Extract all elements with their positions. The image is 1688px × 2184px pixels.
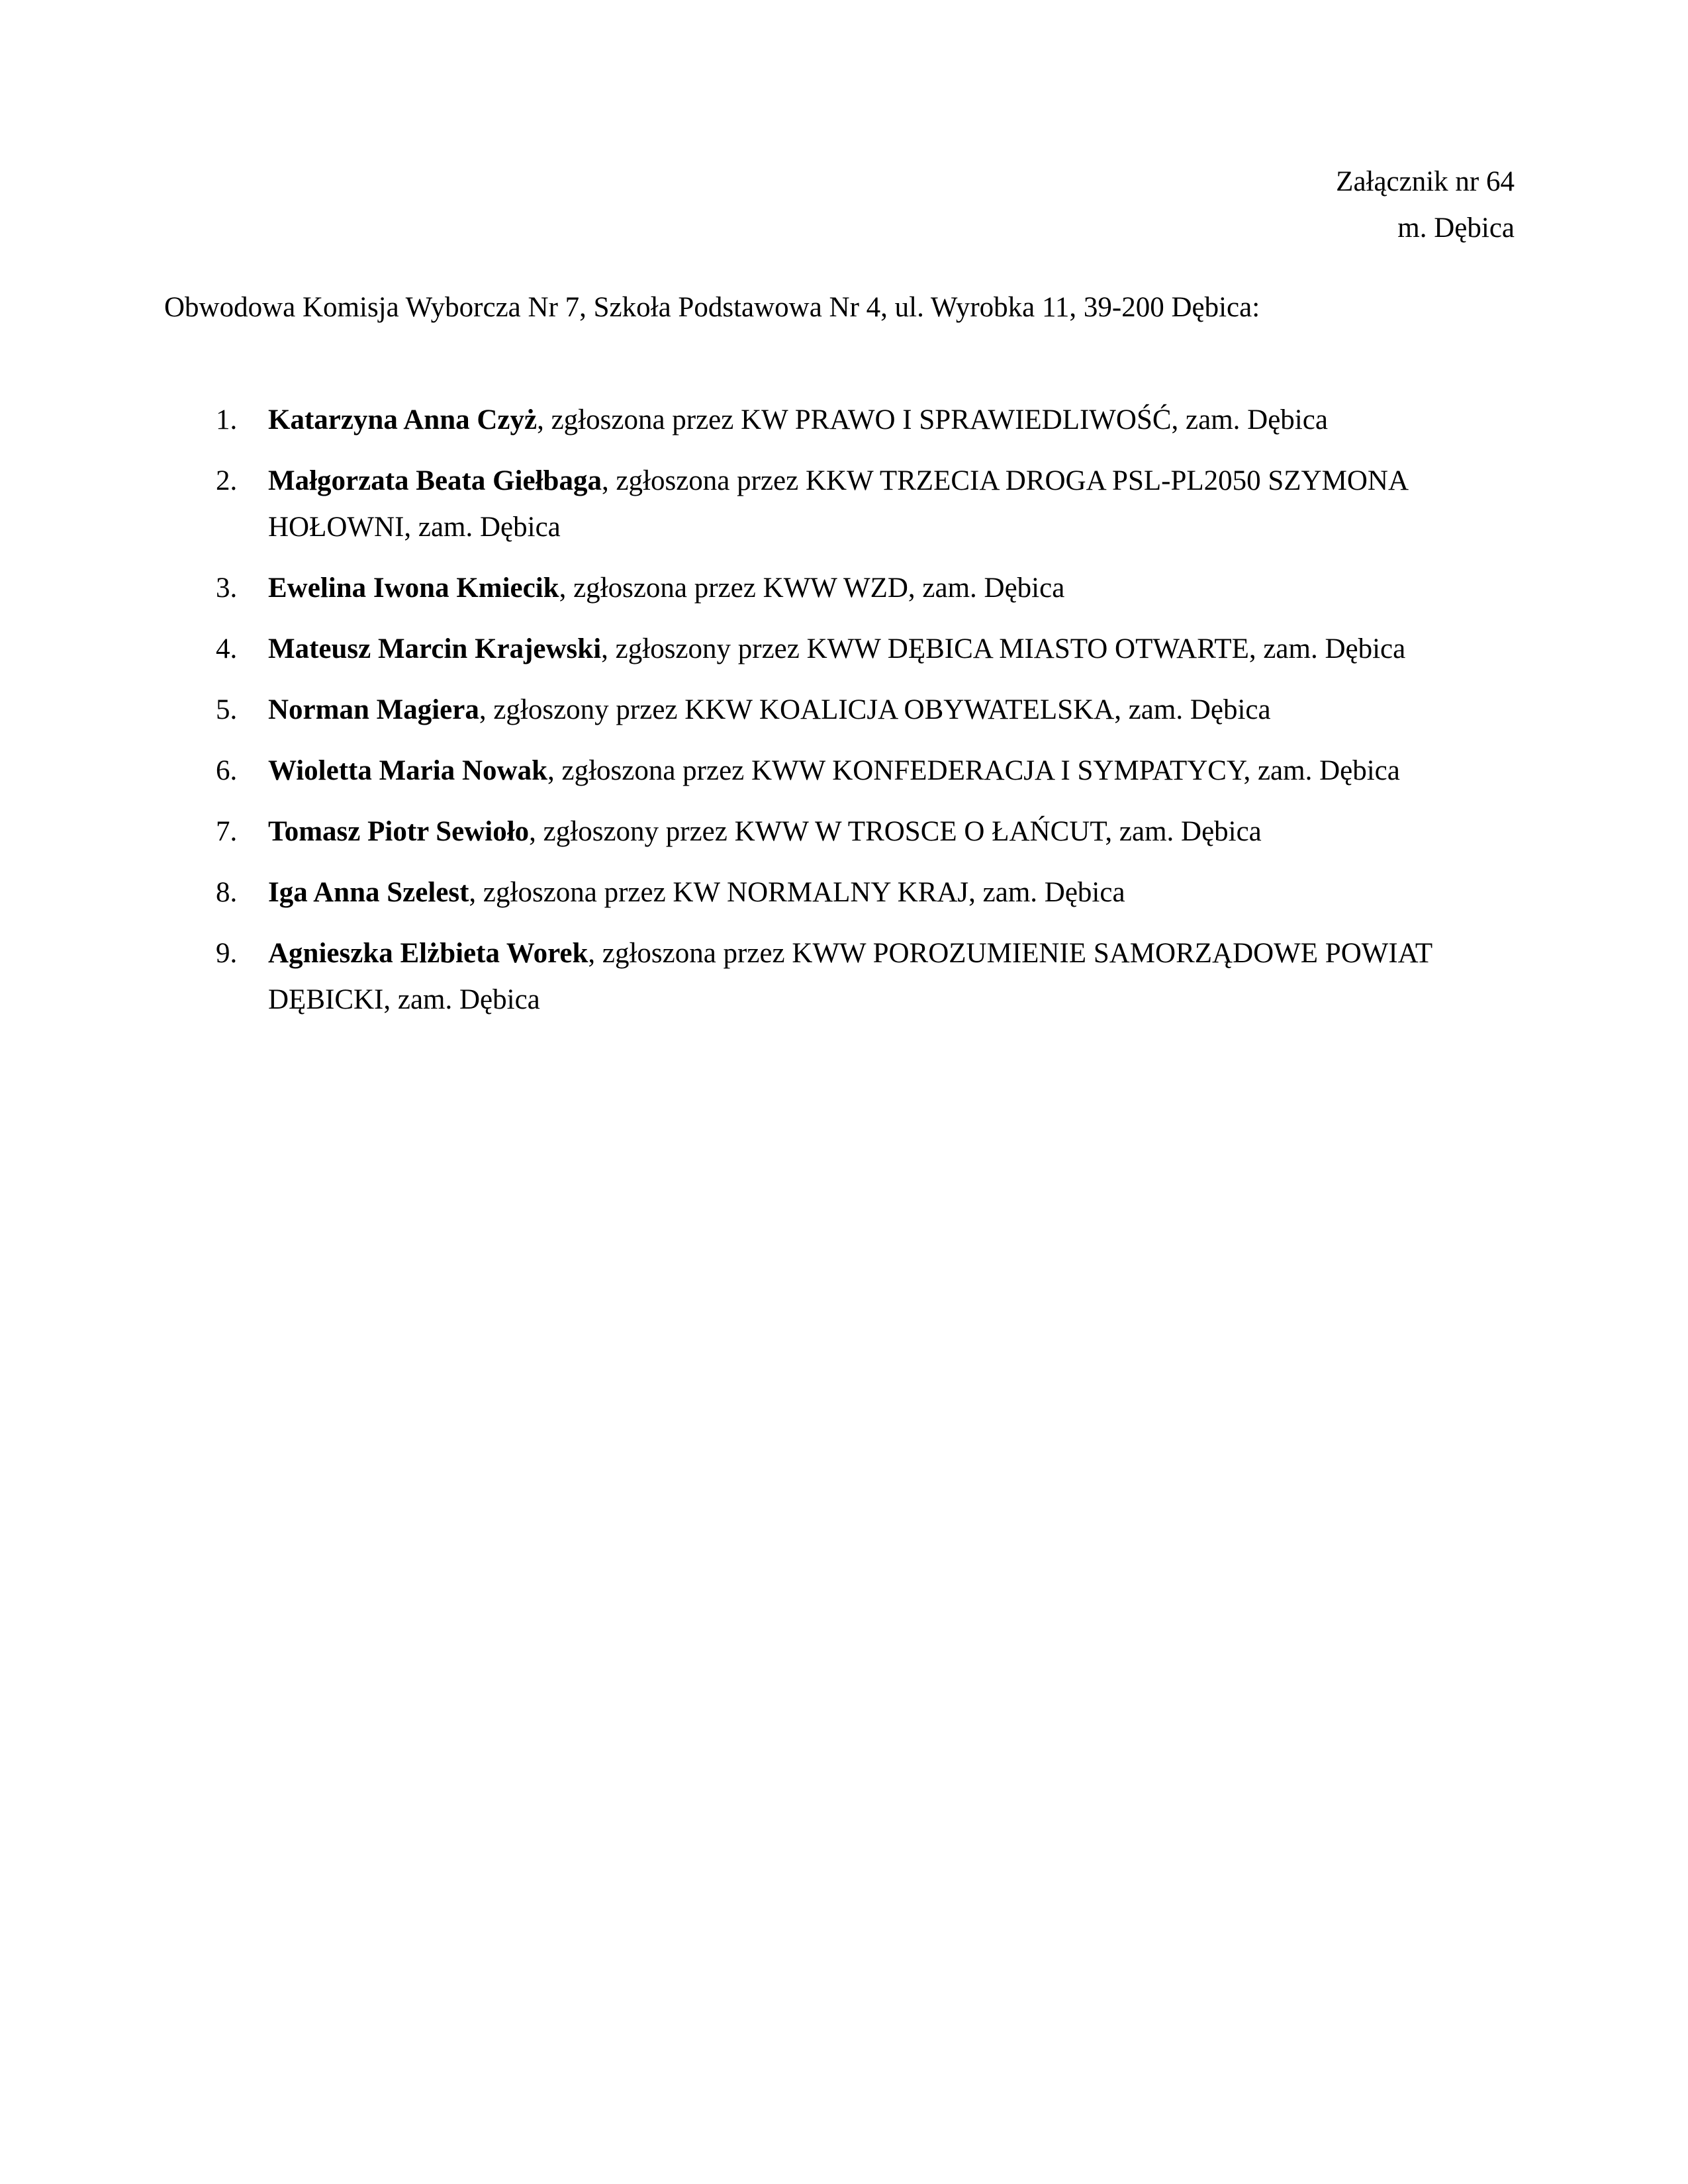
member-details: , zgłoszony przez KWW DĘBICA MIASTO OTWARTE, zam. Dębica — [601, 633, 1406, 664]
item-number: 8. — [216, 877, 238, 908]
member-name: Agnieszka Elżbieta Worek — [268, 938, 588, 969]
item-number: 2. — [216, 465, 238, 496]
member-name: Małgorzata Beata Giełbaga — [268, 465, 602, 496]
list-item — [0, 870, 1688, 916]
list-item — [0, 809, 1688, 855]
list-item — [0, 397, 1688, 443]
item-number: 6. — [216, 755, 238, 786]
member-details: , zgłoszona przez KW PRAWO I SPRAWIEDLIWOŚĆ, zam. Dębica — [537, 404, 1328, 435]
member-name: Katarzyna Anna Czyż — [268, 404, 538, 435]
member-name: Ewelina Iwona Kmiecik — [268, 572, 559, 604]
member-name: Iga Anna Szelest — [268, 877, 469, 908]
annex-header — [1336, 159, 1515, 251]
member-details: , zgłoszony przez KKW KOALICJA OBYWATELSKA, zam. Dębica — [479, 694, 1271, 725]
member-details: , zgłoszona przez KWW KONFEDERACJA I SYMPATYCY, zam. Dębica — [547, 755, 1400, 786]
item-number: 4. — [216, 633, 238, 664]
member-details: , zgłoszona przez KWW WZD, zam. Dębica — [559, 572, 1065, 604]
member-details: , zgłoszona przez KW NORMALNY KRAJ, zam. Dębica — [469, 877, 1125, 908]
annex-place: m. Dębica — [1397, 212, 1515, 244]
member-details: , zgłoszona przez KKW TRZECIA DROGA PSL-PL2050 SZYMONA HOŁOWNI, zam. Dębica — [268, 465, 1407, 543]
member-details: , zgłoszony przez KWW W TROSCE O ŁAŃCUT, zam. Dębica — [529, 816, 1262, 847]
annex-number: Załącznik nr 64 — [1336, 166, 1515, 197]
list-item — [0, 626, 1688, 672]
member-name: Wioletta Maria Nowak — [268, 755, 547, 786]
item-number: 3. — [216, 572, 238, 604]
member-list — [0, 397, 1688, 1038]
list-item — [0, 687, 1688, 733]
member-details: , zgłoszona przez KWW POROZUMIENIE SAMORZĄDOWE POWIAT DĘBICKI, zam. Dębica — [268, 938, 1432, 1015]
member-name: Tomasz Piotr Sewioło — [268, 816, 530, 847]
item-number: 1. — [216, 404, 238, 435]
list-item — [0, 931, 1688, 1023]
member-name: Norman Magiera — [268, 694, 479, 725]
item-number: 9. — [216, 938, 238, 969]
list-item — [0, 748, 1688, 794]
list-item — [0, 458, 1688, 551]
member-name: Mateusz Marcin Krajewski — [268, 633, 602, 664]
commission-heading: Obwodowa Komisja Wyborcza Nr 7, Szkoła Podstawowa Nr 4, ul. Wyrobka 11, 39-200 Dębica: — [164, 292, 1260, 323]
item-number: 5. — [216, 694, 238, 725]
list-item — [0, 565, 1688, 612]
item-number: 7. — [216, 816, 238, 847]
